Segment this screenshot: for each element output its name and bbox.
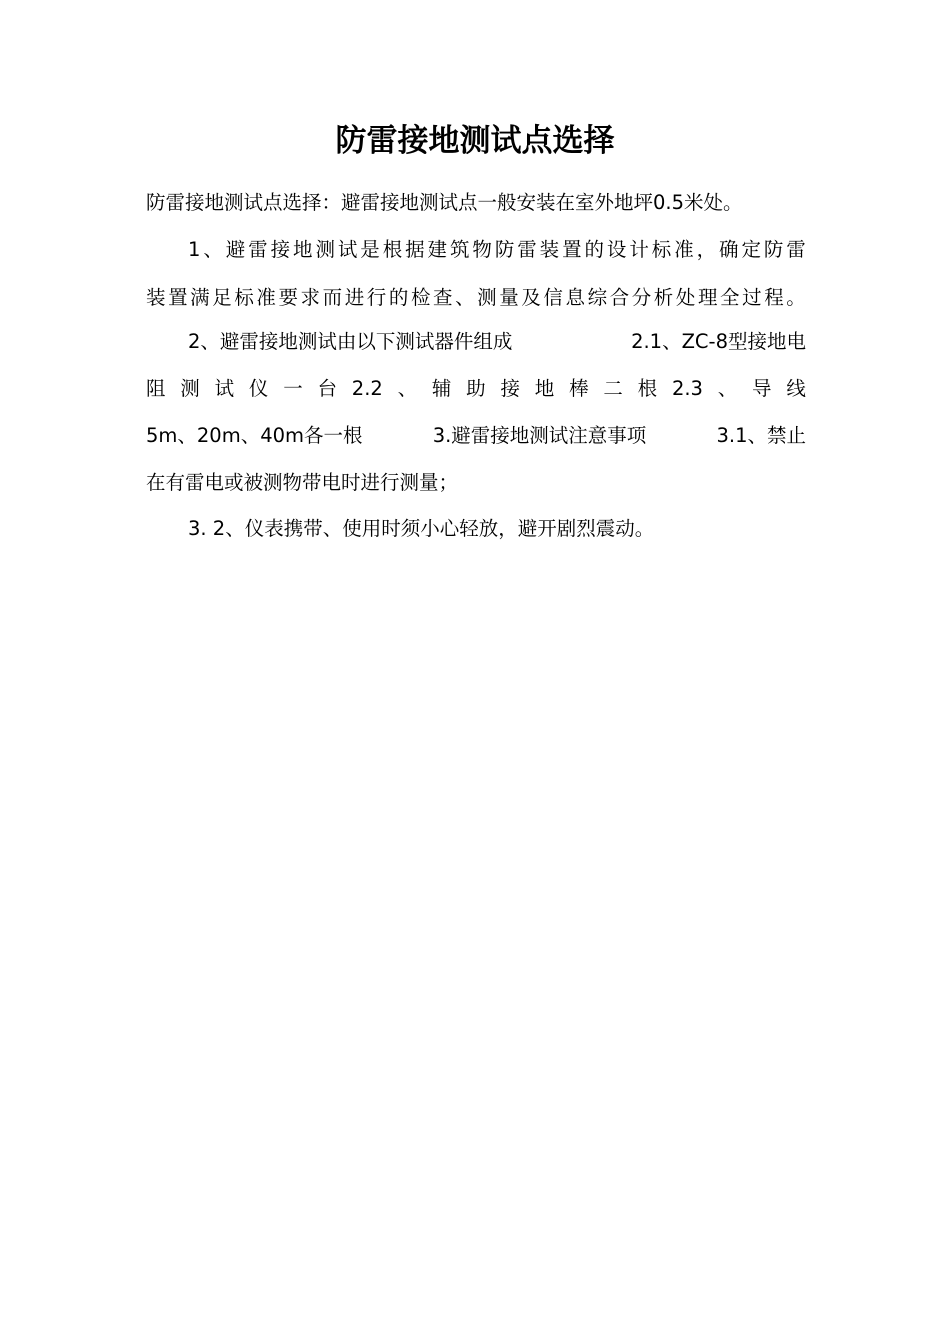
text-glyph: 进 <box>344 286 365 309</box>
paragraph-2-line-3 <box>146 421 806 451</box>
text-glyph: 的 <box>388 286 409 309</box>
text-glyph: 装 <box>146 286 166 309</box>
text-glyph: 准 <box>256 286 276 309</box>
paragraph-3: 3. 2、仪表携带、使用时须小心轻放，避开剧烈震动。 <box>188 517 655 540</box>
paragraph-2-line-2 <box>146 374 806 404</box>
text-glyph: 要 <box>278 286 298 309</box>
text-token: 2.2 <box>351 377 383 400</box>
text-glyph: 。 <box>786 286 806 309</box>
text-glyph: 过 <box>742 286 762 309</box>
text-glyph: 是 <box>360 238 380 261</box>
text-token: 根 <box>637 377 658 400</box>
text-glyph: 确 <box>719 238 739 261</box>
text-glyph: 求 <box>300 286 321 309</box>
text-glyph: 准 <box>674 238 694 261</box>
text-glyph: 标 <box>234 286 254 309</box>
text-glyph: 的 <box>584 238 605 261</box>
text-glyph: 物 <box>472 238 492 261</box>
text-glyph: 定 <box>741 238 761 261</box>
text-token: 地 <box>534 377 555 400</box>
text-glyph: 析 <box>653 286 674 309</box>
text-token: 、 <box>717 377 738 400</box>
text-token: 接 <box>500 377 520 400</box>
text-glyph: 量 <box>499 286 519 309</box>
text-glyph: 息 <box>565 286 585 309</box>
text-glyph: ， <box>696 238 717 261</box>
text-glyph: 据 <box>405 238 425 261</box>
text-glyph: 测 <box>315 238 335 261</box>
text-glyph: 试 <box>337 238 358 261</box>
text-token: 辅 <box>431 377 452 400</box>
text-glyph: 接 <box>270 238 291 261</box>
text-glyph: 防 <box>494 238 515 261</box>
text-glyph: 足 <box>212 286 232 309</box>
text-token: 、 <box>397 377 418 400</box>
text-glyph: 综 <box>587 286 608 309</box>
paragraph-2-line-4: 在有雷电或被测物带电时进行测量； <box>146 471 459 494</box>
text-glyph: 避 <box>225 238 246 261</box>
text-token: 仪 <box>248 377 269 400</box>
text-token: 阻 <box>146 377 166 400</box>
paragraph-2-segment: 5m、20m、40m各一根 <box>146 424 363 447</box>
text-token: 导 <box>752 377 772 400</box>
text-glyph: 置 <box>562 238 582 261</box>
text-glyph: 处 <box>675 286 696 309</box>
text-glyph: 建 <box>427 238 448 261</box>
text-glyph: 装 <box>539 238 560 261</box>
text-glyph: 防 <box>763 238 784 261</box>
paragraph-2-line-1 <box>188 327 806 357</box>
text-glyph: 行 <box>366 286 387 309</box>
paragraph-1-line-2 <box>146 283 806 313</box>
text-glyph: 检 <box>410 286 431 309</box>
document-title: 防雷接地测试点选择 <box>335 123 615 159</box>
text-token: 一 <box>283 377 303 400</box>
text-glyph: 查 <box>433 286 453 309</box>
text-token: 试 <box>214 377 235 400</box>
paragraph-2-segment: 2、避雷接地测试由以下测试器件组成 <box>188 330 513 353</box>
paragraph-2-segment: 3.1、禁止 <box>716 424 806 447</box>
text-glyph: 1 <box>188 238 201 261</box>
text-token: 台 <box>317 377 337 400</box>
text-glyph: 理 <box>697 286 718 309</box>
text-glyph: 雷 <box>517 238 537 261</box>
text-glyph: 计 <box>629 238 649 261</box>
text-glyph: 而 <box>322 286 343 309</box>
text-token: 线 <box>786 377 806 400</box>
text-glyph: 、 <box>455 286 475 309</box>
text-glyph: 全 <box>720 286 740 309</box>
text-token: 棒 <box>569 377 589 400</box>
paragraph-2-segment: 3.避雷接地测试注意事项 <box>432 424 647 447</box>
text-glyph: 合 <box>609 286 630 309</box>
text-glyph: 满 <box>190 286 210 309</box>
text-glyph: 雷 <box>248 238 268 261</box>
text-token: 测 <box>180 377 200 400</box>
text-glyph: 雷 <box>786 238 806 261</box>
text-glyph: 、 <box>203 238 223 261</box>
text-glyph: 信 <box>543 286 563 309</box>
text-token: 助 <box>466 377 486 400</box>
text-token: 二 <box>603 377 623 400</box>
text-glyph: 及 <box>521 286 541 309</box>
text-token: 2.3 <box>671 377 703 400</box>
paragraph-intro: 防雷接地测试点选择：避雷接地测试点一般安装在室外地坪0.5米处。 <box>146 191 743 214</box>
text-glyph: 置 <box>168 286 188 309</box>
text-glyph: 程 <box>764 286 784 309</box>
text-glyph: 分 <box>631 286 652 309</box>
paragraph-2-segment: 2.1、ZC-8型接地电 <box>631 330 806 353</box>
paragraph-1-line-1 <box>188 235 806 265</box>
text-glyph: 设 <box>606 238 627 261</box>
text-glyph: 标 <box>651 238 672 261</box>
text-glyph: 地 <box>293 238 313 261</box>
text-glyph: 筑 <box>449 238 470 261</box>
text-glyph: 根 <box>382 238 403 261</box>
text-glyph: 测 <box>477 286 497 309</box>
